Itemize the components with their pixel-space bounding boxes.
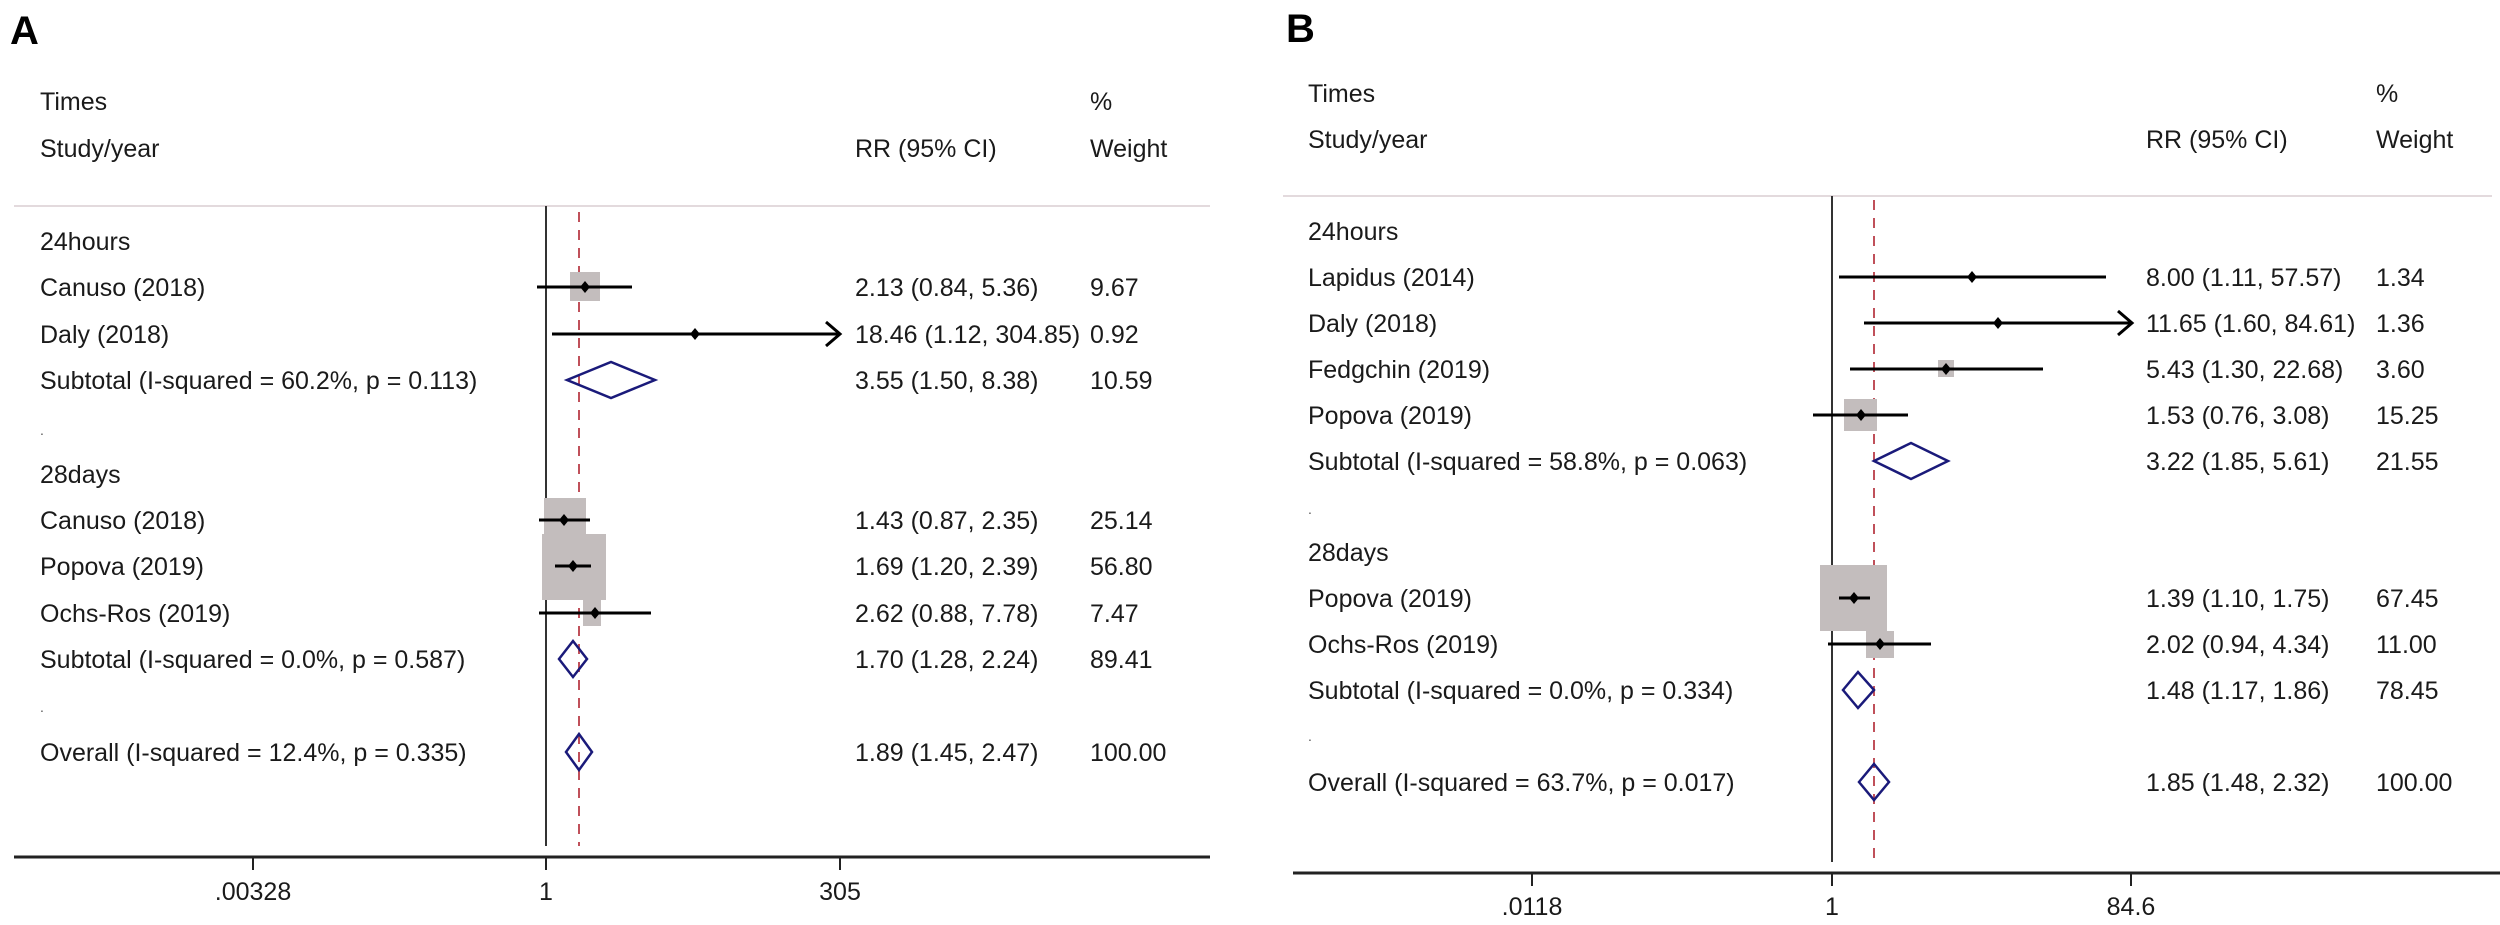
panel-a-header-study: Study/year xyxy=(40,135,160,163)
subtotal-label: Subtotal (I-squared = 58.8%, p = 0.063) xyxy=(1308,448,1748,476)
rr-ci-value: 2.13 (0.84, 5.36) xyxy=(855,274,1039,302)
weight-value: 1.34 xyxy=(2376,264,2425,292)
rr-ci-value: 2.62 (0.88, 7.78) xyxy=(855,600,1039,628)
panel-b-row-popova-2019-24h xyxy=(1308,399,2439,431)
panel-a-header-rr: RR (95% CI) xyxy=(855,135,997,163)
spacer-dot: . xyxy=(40,422,44,438)
tick-label: 1 xyxy=(539,878,553,906)
study-label: Lapidus (2014) xyxy=(1308,264,1475,292)
panel-a-header-weight: Weight xyxy=(1090,135,1168,163)
rr-ci-value: 2.02 (0.94, 4.34) xyxy=(2146,631,2330,659)
tick-label: .0118 xyxy=(1501,893,1563,921)
panel-b-row-ochs-ros-2019 xyxy=(1308,631,2437,659)
panel-a-header-times: Times xyxy=(40,88,108,116)
panel-a-header-weight-pct: % xyxy=(1090,88,1113,116)
weight-value: 15.25 xyxy=(2376,402,2439,430)
panel-b-x-axis xyxy=(1293,873,2500,921)
weight-value: 3.60 xyxy=(2376,356,2425,384)
panel-a-label: A xyxy=(10,9,39,53)
panel-b-row-daly-2018 xyxy=(1308,310,2425,338)
panel-a-row-canuso-2018-28d xyxy=(40,498,1153,535)
rr-ci-value: 1.85 (1.48, 2.32) xyxy=(2146,769,2330,797)
panel-b xyxy=(1283,7,2500,921)
weight-value: 9.67 xyxy=(1090,274,1139,302)
subtotal-diamond-icon xyxy=(1874,443,1948,479)
study-label: Popova (2019) xyxy=(1308,585,1473,613)
rr-ci-value: 18.46 (1.12, 304.85) xyxy=(855,321,1081,349)
panel-a xyxy=(10,9,1210,906)
rr-ci-value: 3.22 (1.85, 5.61) xyxy=(2146,448,2330,476)
panel-b-group-28days: 28days xyxy=(1308,539,1389,567)
subtotal-label: Subtotal (I-squared = 60.2%, p = 0.113) xyxy=(40,367,478,395)
panel-a-group-28days: 28days xyxy=(40,461,121,489)
tick-label: 84.6 xyxy=(2106,893,2156,921)
weight-value: 21.55 xyxy=(2376,448,2439,476)
panel-a-row-daly-2018 xyxy=(40,321,1139,349)
study-label: Ochs-Ros (2019) xyxy=(1308,631,1499,659)
study-label: Ochs-Ros (2019) xyxy=(40,600,231,628)
tick-label: 1 xyxy=(1825,893,1839,921)
spacer-dot: . xyxy=(40,699,44,715)
subtotal-diamond-icon xyxy=(567,362,655,398)
panel-a-group-24hours: 24hours xyxy=(40,228,131,256)
panel-a-row-canuso-2018-24h xyxy=(40,272,1139,302)
subtotal-diamond-icon xyxy=(559,641,587,677)
rr-ci-value: 11.65 (1.60, 84.61) xyxy=(2146,310,2356,338)
weight-value: 100.00 xyxy=(1090,739,1167,767)
weight-value: 100.00 xyxy=(2376,769,2453,797)
study-label: Daly (2018) xyxy=(1308,310,1438,338)
study-label: Fedgchin (2019) xyxy=(1308,356,1491,384)
study-label: Canuso (2018) xyxy=(40,507,206,535)
rr-ci-value: 8.00 (1.11, 57.57) xyxy=(2146,264,2342,292)
weight-value: 78.45 xyxy=(2376,677,2439,705)
study-label: Canuso (2018) xyxy=(40,274,206,302)
panel-b-header-weight: Weight xyxy=(2376,126,2454,154)
weight-value: 11.00 xyxy=(2376,631,2437,659)
rr-ci-value: 1.69 (1.20, 2.39) xyxy=(855,553,1039,581)
panel-b-row-fedgchin-2019 xyxy=(1308,356,2425,384)
weight-value: 67.45 xyxy=(2376,585,2439,613)
weight-value: 1.36 xyxy=(2376,310,2425,338)
rr-ci-value: 5.43 (1.30, 22.68) xyxy=(2146,356,2344,384)
point-estimate-icon xyxy=(1967,271,1977,283)
panel-b-group-24hours: 24hours xyxy=(1308,218,1399,246)
panel-a-row-subtotal-28d xyxy=(40,641,1153,677)
panel-a-row-ochs-ros-2019 xyxy=(40,600,1139,628)
subtotal-label: Subtotal (I-squared = 0.0%, p = 0.587) xyxy=(40,646,466,674)
panel-b-header-rr: RR (95% CI) xyxy=(2146,126,2288,154)
spacer-dot: . xyxy=(1308,728,1312,744)
panel-a-x-axis xyxy=(14,857,1210,906)
rr-ci-value: 1.89 (1.45, 2.47) xyxy=(855,739,1039,767)
panel-b-label: B xyxy=(1286,7,1315,51)
rr-ci-value: 3.55 (1.50, 8.38) xyxy=(855,367,1039,395)
tick-label: 305 xyxy=(819,878,861,906)
weight-value: 89.41 xyxy=(1090,646,1153,674)
weight-value: 25.14 xyxy=(1090,507,1153,535)
weight-value: 56.80 xyxy=(1090,553,1153,581)
rr-ci-value: 1.53 (0.76, 3.08) xyxy=(2146,402,2330,430)
point-estimate-icon xyxy=(1993,317,2003,329)
panel-a-row-subtotal-24h xyxy=(40,362,1153,398)
panel-b-header-times: Times xyxy=(1308,80,1376,108)
rr-ci-value: 1.70 (1.28, 2.24) xyxy=(855,646,1039,674)
panel-b-row-overall xyxy=(1308,764,2452,800)
panel-b-row-popova-2019-28d xyxy=(1308,565,2439,631)
subtotal-label: Subtotal (I-squared = 0.0%, p = 0.334) xyxy=(1308,677,1734,705)
panel-b-row-lapidus-2014 xyxy=(1308,264,2425,292)
overall-label: Overall (I-squared = 63.7%, p = 0.017) xyxy=(1308,769,1735,797)
point-estimate-icon xyxy=(690,328,700,340)
study-label: Daly (2018) xyxy=(40,321,170,349)
rr-ci-value: 1.48 (1.17, 1.86) xyxy=(2146,677,2330,705)
weight-value: 10.59 xyxy=(1090,367,1153,395)
subtotal-diamond-icon xyxy=(1843,672,1874,708)
rr-ci-value: 1.39 (1.10, 1.75) xyxy=(2146,585,2330,613)
panel-a-row-popova-2019 xyxy=(40,534,1153,600)
weight-value: 7.47 xyxy=(1090,600,1139,628)
overall-label: Overall (I-squared = 12.4%, p = 0.335) xyxy=(40,739,467,767)
panel-b-header-study: Study/year xyxy=(1308,126,1428,154)
panel-b-header-weight-pct: % xyxy=(2376,80,2399,108)
spacer-dot: . xyxy=(1308,501,1312,517)
study-label: Popova (2019) xyxy=(40,553,205,581)
rr-ci-value: 1.43 (0.87, 2.35) xyxy=(855,507,1039,535)
tick-label: .00328 xyxy=(214,878,292,906)
study-label: Popova (2019) xyxy=(1308,402,1473,430)
weight-value: 0.92 xyxy=(1090,321,1139,349)
panel-a-row-overall xyxy=(40,734,1166,770)
